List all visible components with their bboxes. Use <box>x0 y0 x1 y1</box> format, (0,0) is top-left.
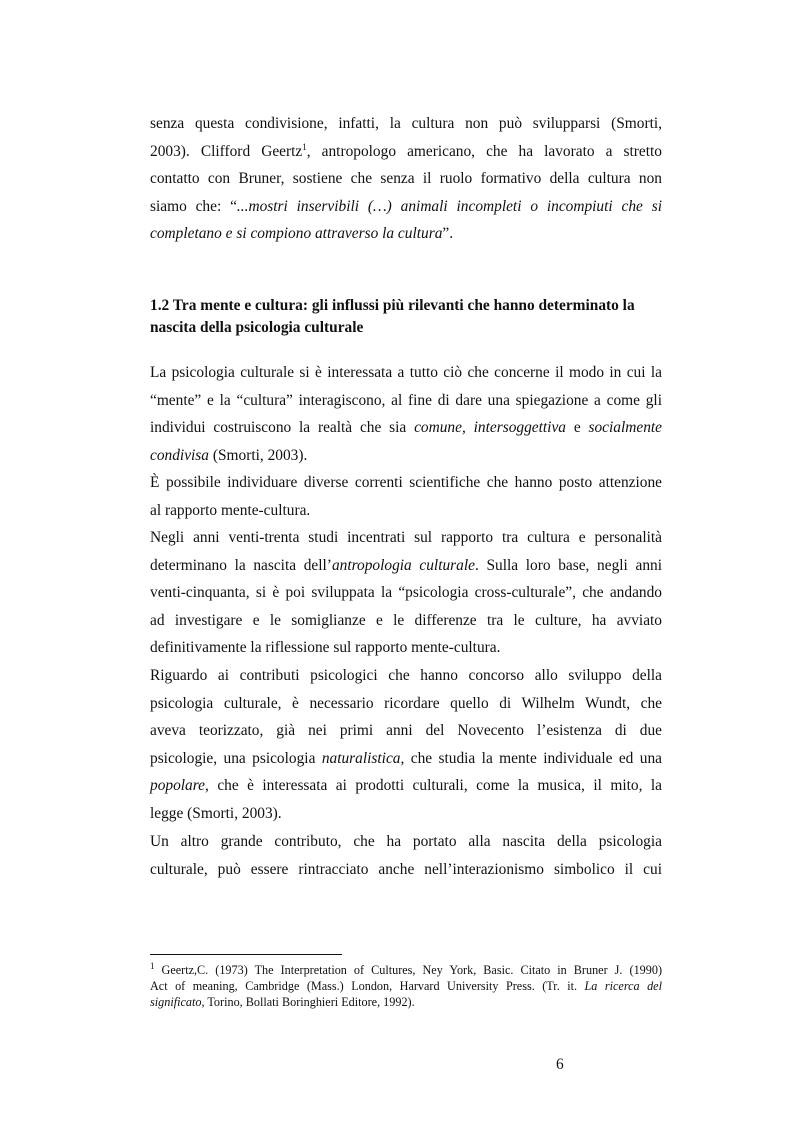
text-line: aveva teorizzato, già nei primi anni del Novecento l’esistenza di due <box>150 722 662 740</box>
text-line: legge (Smorti, 2003). <box>150 804 282 822</box>
paragraph-anthropology <box>150 524 662 662</box>
text-line: 2003). Clifford Geertz$^1$, antropologo americano, che ha lavorato a stretto <box>150 141 663 160</box>
text-line: ad investigare e le somiglianze e le differenze tra le culture, ha avviato <box>150 611 662 629</box>
text-line: condivisa (Smorti, 2003). <box>150 446 308 464</box>
section-heading: 1.2 Tra mente e cultura: gli influssi più rilevanti che hanno determinato la nascita della psicologia culturale <box>150 297 635 336</box>
text-line: individui costruiscono la realtà che sia comune, intersoggettiva e socialmente <box>150 419 663 437</box>
text-line: siamo che: “...mostri inservibili (…) animali incompleti o incompiuti che si <box>150 197 662 215</box>
text-line: Riguardo ai contributi psicologici che hanno concorso allo sviluppo della <box>150 667 662 684</box>
text-line: contatto con Bruner, sostiene che senza il ruolo formativo della cultura non <box>150 170 662 188</box>
paragraph-intro <box>150 110 662 248</box>
text-line: venti-cinquanta, si è poi sviluppata la “psicologia cross-culturale”, che andando <box>150 584 662 602</box>
text-line: popolare, che è interessata ai prodotti culturali, come la musica, il mito, la <box>150 777 662 795</box>
text-line: senza questa condivisione, infatti, la cultura non può svilupparsi (Smorti, <box>150 115 662 132</box>
paragraph-currents <box>150 469 662 524</box>
text-line: psicologie, una psicologia naturalistica, che studia la mente individuale ed una <box>150 749 662 767</box>
text-line: culturale, può essere rintracciato anche nell’interazionismo simbolico il cui <box>150 860 662 878</box>
footnote-reference[interactable]: 1 <box>302 141 307 152</box>
page-number: 6 <box>556 1056 564 1073</box>
paragraph-definition <box>150 359 662 469</box>
footnote-marker: 1 <box>150 960 155 971</box>
text-line: Un altro grande contributo, che ha portato alla nascita della psicologia <box>150 833 662 850</box>
text-line: La psicologia culturale si è interessata a tutto ciò che concerne il modo in cui la <box>150 364 662 381</box>
text-line: definitivamente la riflessione sul rapporto mente-cultura. <box>150 639 501 657</box>
text-line: “mente” e la “cultura” interagiscono, al fine di dare una spiegazione a come gli <box>150 391 662 409</box>
text-line: completano e si compiono attraverso la cultura”. <box>150 225 454 243</box>
paragraph-interactionism <box>150 828 662 883</box>
footnote: $^1$ Geertz,C. (1973) The Interpretation of Cultures, Ney York, Basic. Citato in Bruner J. (1990) Act of meaning, Cambridge (Mass.) London, Harvard University Press. (Tr. it. La ricerca del significato, Torino, Bollati Boringhieri Editore, 1992). <box>150 960 662 1009</box>
text-line: psicologia culturale, è necessario ricordare quello di Wilhelm Wundt, che <box>150 694 662 712</box>
paragraph-wundt <box>150 662 662 828</box>
text-line: È possibile individuare diverse correnti scientifiche che hanno posto attenzione <box>150 474 662 491</box>
text-line: determinano la nascita dell’antropologia culturale. Sulla loro base, negli anni <box>150 556 662 574</box>
text-line: al rapporto mente-cultura. <box>150 501 311 519</box>
footnote-divider <box>150 954 342 955</box>
text-line: Negli anni venti-trenta studi incentrati sul rapporto tra cultura e personalità <box>150 529 662 546</box>
